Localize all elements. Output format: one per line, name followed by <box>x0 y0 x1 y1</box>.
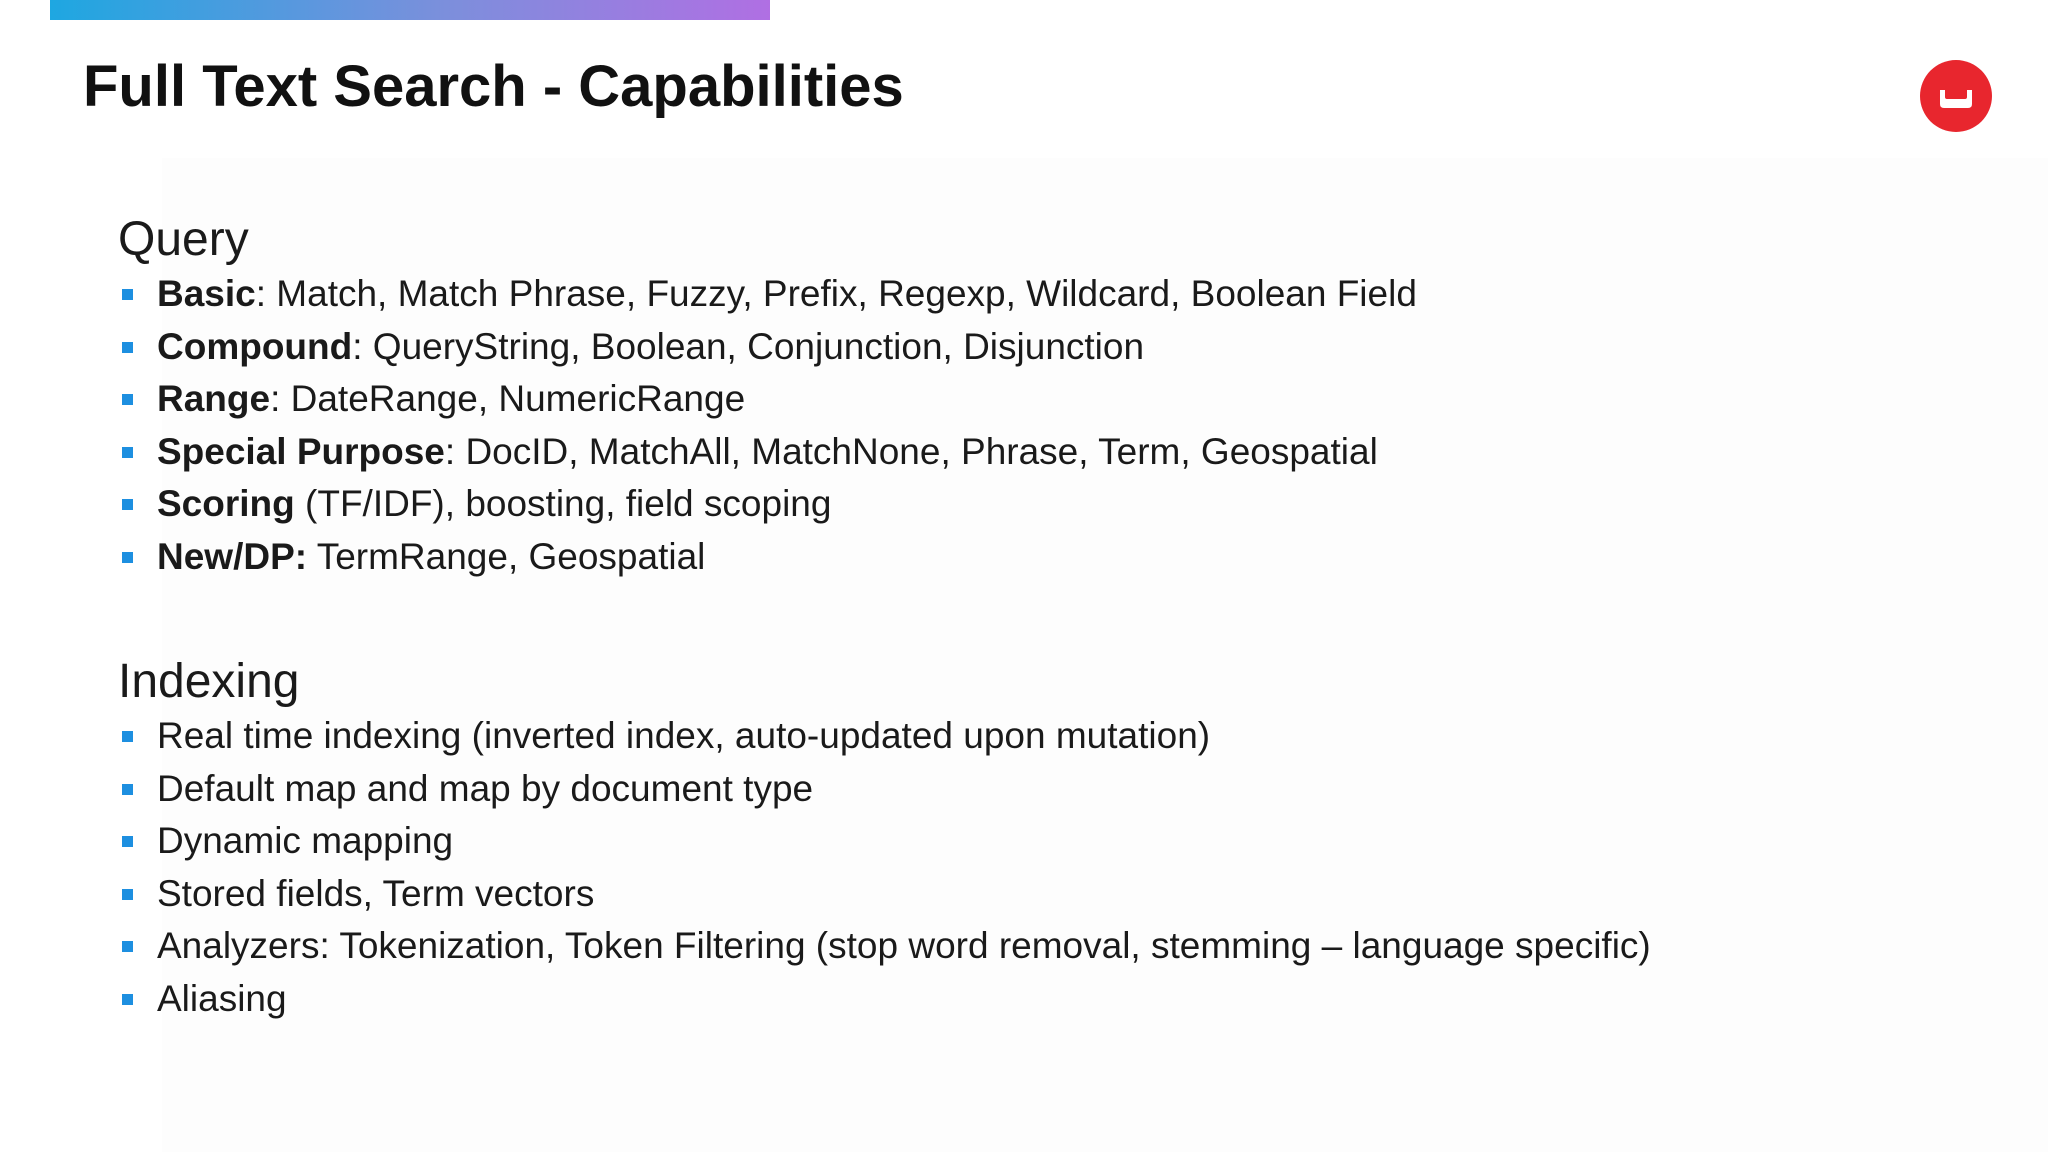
indexing-heading: Indexing <box>118 655 300 708</box>
list-item <box>118 815 1651 868</box>
square-bullet-icon <box>122 731 133 742</box>
square-bullet-icon <box>122 289 133 300</box>
bullet-bold-term: Scoring <box>157 483 295 524</box>
bullet-text: : DateRange, NumericRange <box>270 378 746 419</box>
list-item <box>118 763 1651 816</box>
list-item <box>118 868 1651 921</box>
square-bullet-icon <box>122 836 133 847</box>
list-item <box>118 710 1651 763</box>
bullet-text: Real time indexing (inverted index, auto-updated upon mutation) <box>157 715 1211 756</box>
bullet-bold-term: Compound <box>157 325 353 367</box>
bullet-text: Dynamic mapping <box>157 820 454 861</box>
bullet-text: : Match, Match Phrase, Fuzzy, Prefix, Regexp, Wildcard, Boolean Field <box>255 273 1417 314</box>
indexing-list <box>118 710 1651 1025</box>
square-bullet-icon <box>122 889 133 900</box>
query-list <box>118 268 1417 583</box>
bullet-bold-term: Basic <box>157 273 256 314</box>
bullet-text: TermRange, Geospatial <box>307 535 706 577</box>
bullet-text: : QueryString, Boolean, Conjunction, Disjunction <box>352 325 1145 367</box>
bullet-bold-term: New/DP: <box>157 535 308 577</box>
list-item <box>118 268 1417 321</box>
bullet-bold-term: Range <box>157 378 271 419</box>
bullet-text: Analyzers: Tokenization, Token Filtering (stop word removal, stemming – language specific) <box>157 925 1651 966</box>
square-bullet-icon <box>122 941 133 952</box>
indexing-section <box>118 654 1651 1025</box>
list-item <box>118 920 1651 973</box>
bullet-bold-term: Special Purpose <box>157 430 445 472</box>
square-bullet-icon <box>122 394 133 405</box>
square-bullet-icon <box>122 342 133 353</box>
accent-gradient-bar <box>50 0 770 20</box>
square-bullet-icon <box>122 499 133 510</box>
square-bullet-icon <box>122 994 133 1005</box>
couchbase-logo-icon <box>1920 60 1992 132</box>
query-section <box>118 212 1417 583</box>
bullet-text: (TF/IDF), boosting, field scoping <box>294 483 832 524</box>
list-item <box>118 531 1417 584</box>
slide-title: Full Text Search - Capabilities <box>83 54 904 119</box>
query-heading: Query <box>118 213 249 266</box>
square-bullet-icon <box>122 447 133 458</box>
bullet-text: Aliasing <box>157 977 287 1019</box>
list-item <box>118 373 1417 426</box>
bullet-text: Default map and map by document type <box>157 767 814 809</box>
square-bullet-icon <box>122 784 133 795</box>
list-item <box>118 321 1417 374</box>
list-item <box>118 973 1651 1026</box>
list-item <box>118 426 1417 479</box>
square-bullet-icon <box>122 552 133 563</box>
bullet-text: Stored fields, Term vectors <box>157 872 595 914</box>
bullet-text: : DocID, MatchAll, MatchNone, Phrase, Term, Geospatial <box>444 430 1378 472</box>
list-item <box>118 478 1417 531</box>
